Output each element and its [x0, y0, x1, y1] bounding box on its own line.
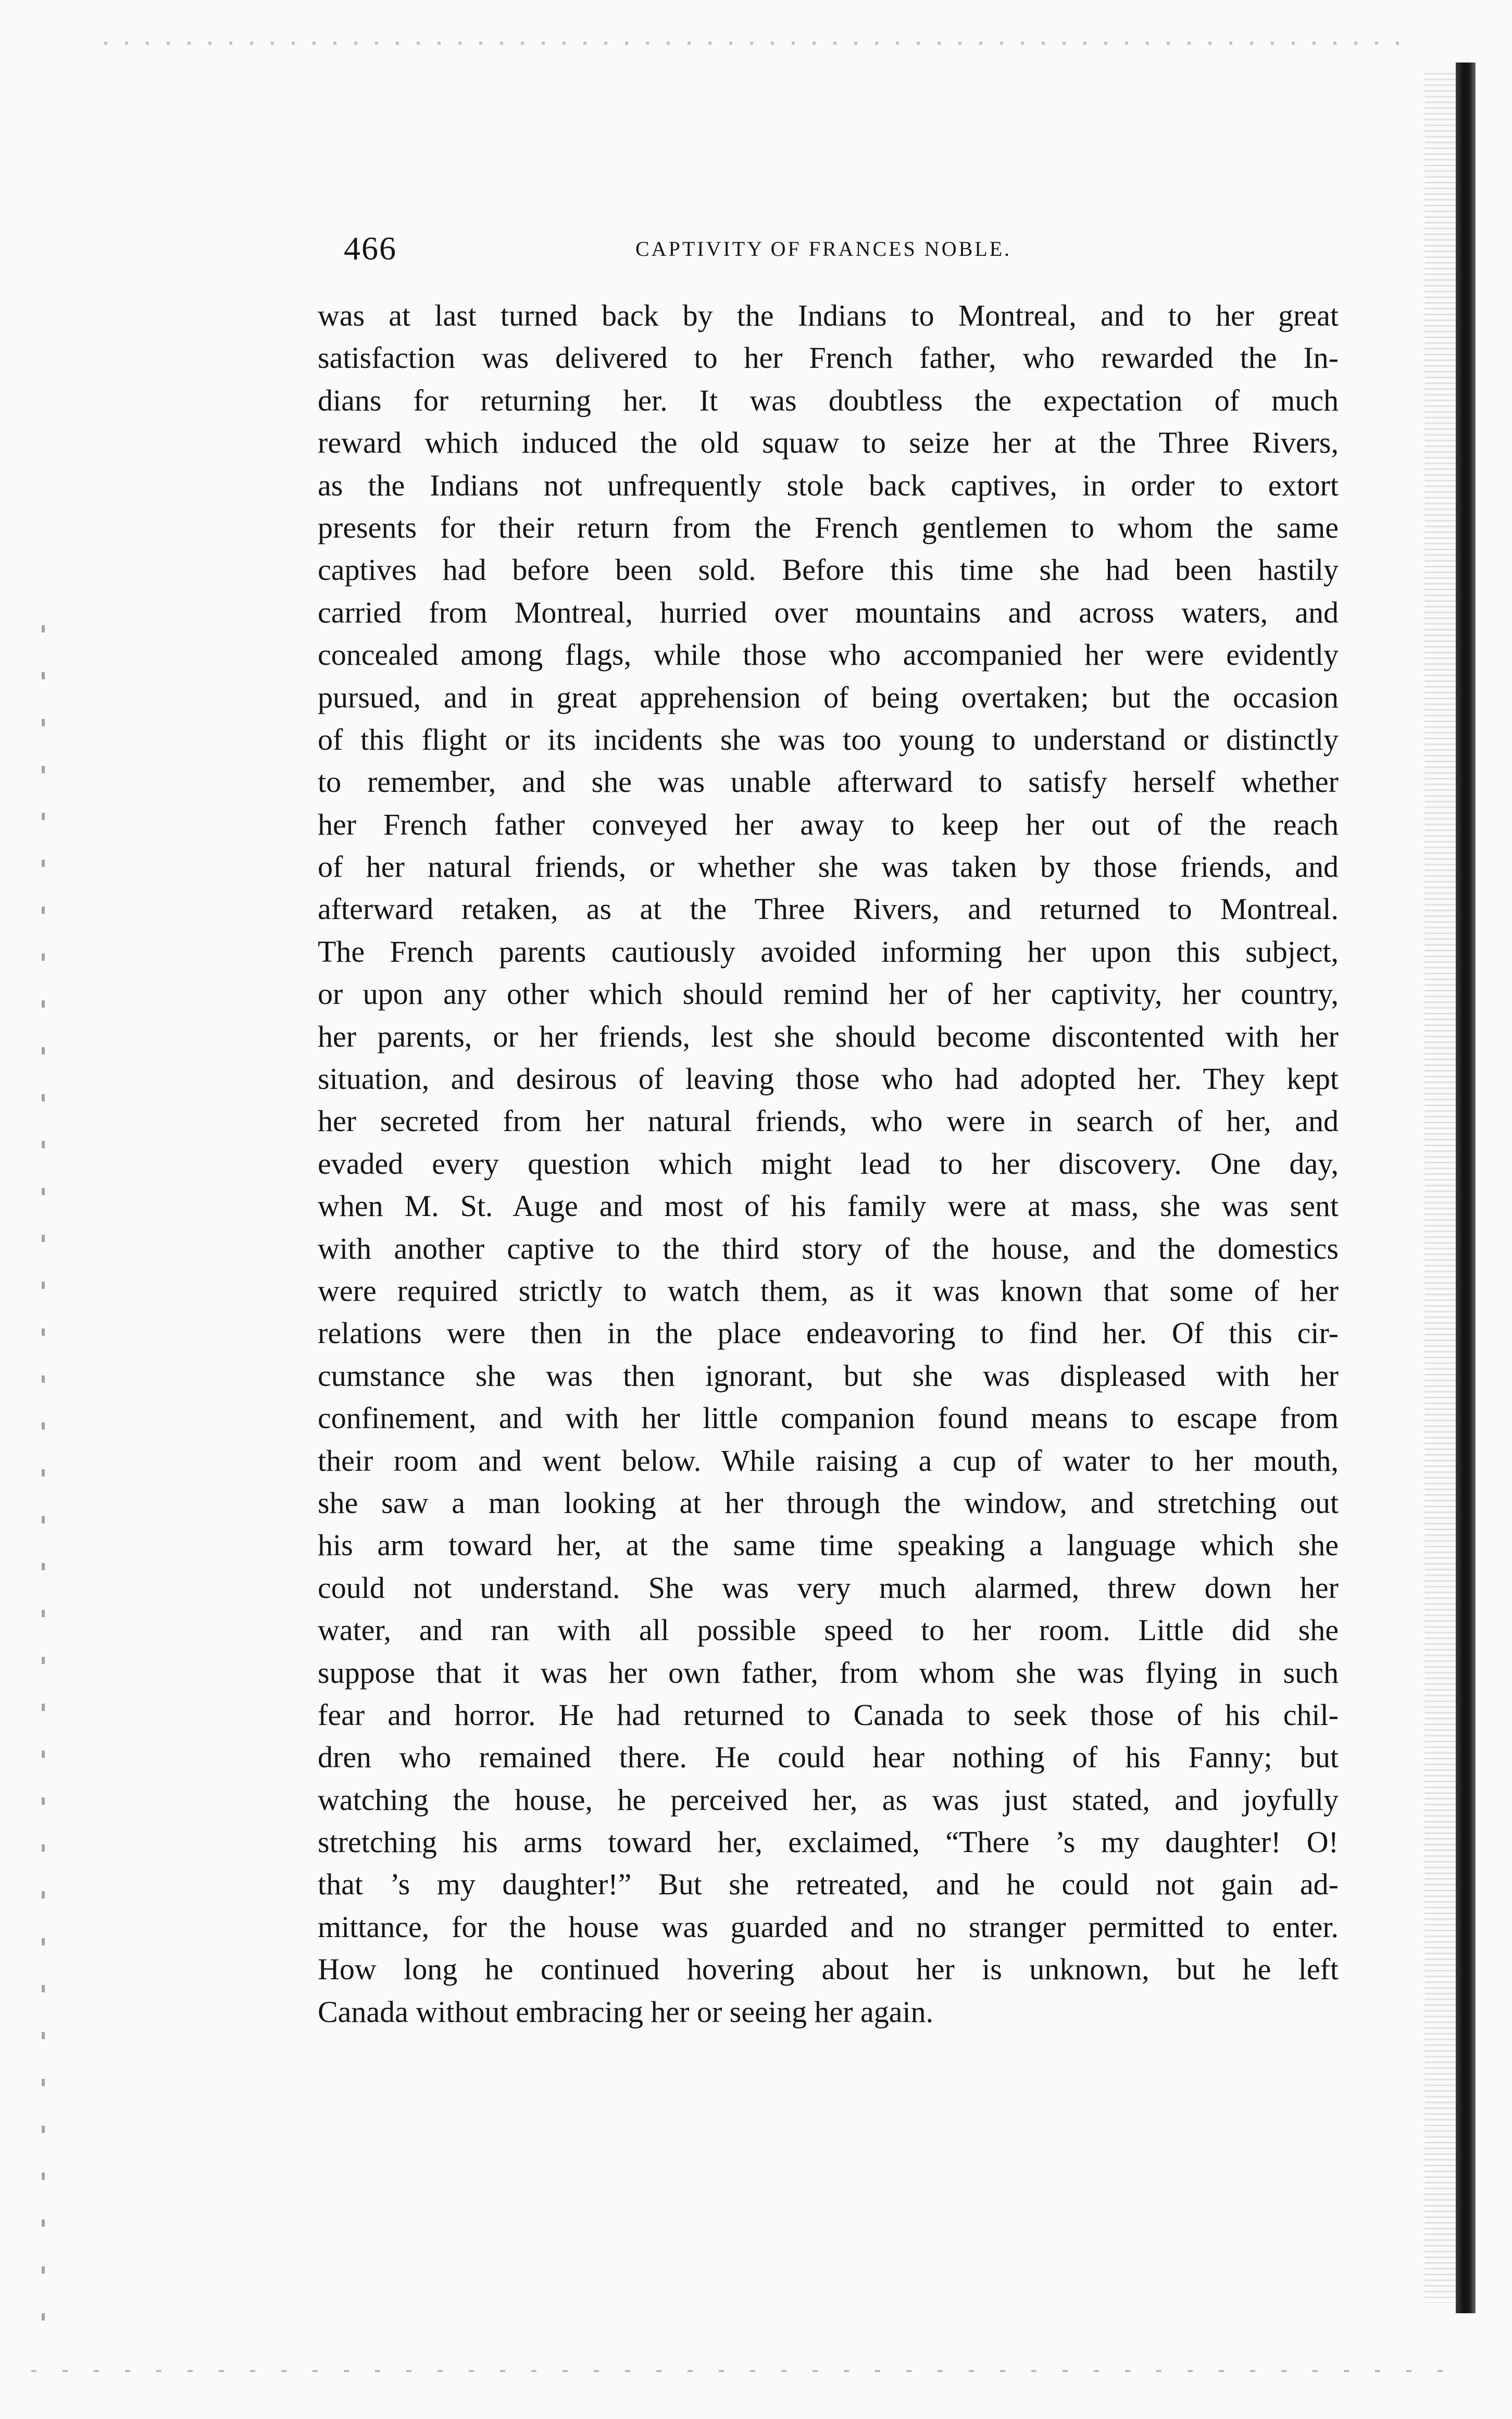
- text-line: were required strictly to watch them, as it was known that some of her: [318, 1273, 1339, 1308]
- text-line: her French father conveyed her away to keep her out of the reach: [318, 807, 1339, 841]
- text-line: evaded every question which might lead to her discovery. One day,: [318, 1146, 1339, 1181]
- text-line: dians for returning her. It was doubtless the expectation of much: [318, 383, 1339, 417]
- text-line: her secreted from her natural friends, who were in search of her, and: [318, 1104, 1339, 1138]
- text-line: their room and went below. While raising a cup of water to her mouth,: [318, 1443, 1339, 1478]
- text-line: with another captive to the third story of the house, and the domestics: [318, 1231, 1339, 1266]
- left-page-edge: [42, 625, 45, 2344]
- text-line: confinement, and with her little companion found means to escape from: [318, 1401, 1339, 1435]
- text-line: his arm toward her, at the same time speaking a language which she: [318, 1528, 1339, 1562]
- text-line: situation, and desirous of leaving those who had adopted her. They kept: [318, 1062, 1339, 1096]
- text-line: afterward retaken, as at the Three Rivers, and returned to Montreal.: [318, 892, 1339, 926]
- text-line-final: Canada without embracing her or seeing her again.: [318, 1994, 934, 2029]
- text-line: cumstance she was then ignorant, but she was displeased with her: [318, 1358, 1339, 1393]
- text-line: when M. St. Auge and most of his family were at mass, she was sent: [318, 1189, 1339, 1223]
- page-number: 466: [344, 230, 397, 267]
- page-header: [344, 229, 1365, 271]
- text-line: as the Indians not unfrequently stole back captives, in order to extort: [318, 468, 1339, 502]
- text-line: carried from Montreal, hurried over mountains and across waters, and: [318, 595, 1339, 629]
- spine-shadow: [1424, 73, 1456, 2303]
- body-text: [318, 294, 1339, 2033]
- text-line: she saw a man looking at her through the window, and stretching out: [318, 1485, 1339, 1520]
- text-line: that ’s my daughter!” But she retreated, and he could not gain ad-: [318, 1867, 1339, 1902]
- text-line: to remember, and she was unable afterward to satisfy herself whether: [318, 765, 1339, 799]
- text-line: relations were then in the place endeavoring to find her. Of this cir-: [318, 1316, 1339, 1350]
- text-line: or upon any other which should remind her of her captivity, her country,: [318, 977, 1339, 1011]
- text-line: The French parents cautiously avoided informing her upon this subject,: [318, 934, 1339, 969]
- text-line: How long he continued hovering about her is unknown, but he left: [318, 1952, 1339, 1987]
- text-line: concealed among flags, while those who accompanied her were evidently: [318, 638, 1339, 672]
- text-line: presents for their return from the French gentlemen to whom the same: [318, 510, 1339, 544]
- text-line: suppose that it was her own father, from whom she was flying in such: [318, 1655, 1339, 1690]
- text-line: dren who remained there. He could hear nothing of his Fanny; but: [318, 1740, 1339, 1775]
- text-line: stretching his arms toward her, exclaimed, “There ’s my daughter! O!: [318, 1825, 1339, 1859]
- text-line: mittance, for the house was guarded and no stranger permitted to enter.: [318, 1909, 1339, 1944]
- text-line: could not understand. She was very much alarmed, threw down her: [318, 1570, 1339, 1605]
- text-line: satisfaction was delivered to her French father, who rewarded the In-: [318, 341, 1339, 375]
- book-spine-edge: [1456, 63, 1476, 2313]
- bottom-edge-specks: [31, 2370, 1464, 2372]
- text-line: of this flight or its incidents she was too young to understand or distinctly: [318, 722, 1339, 756]
- text-line: water, and ran with all possible speed to her room. Little did she: [318, 1613, 1339, 1647]
- text-line: was at last turned back by the Indians to Montreal, and to her great: [318, 299, 1339, 332]
- text-line: of her natural friends, or whether she was taken by those friends, and: [318, 850, 1339, 884]
- text-line: watching the house, he perceived her, as was just stated, and joyfully: [318, 1782, 1339, 1817]
- text-line: reward which induced the old squaw to seize her at the Three Rivers,: [318, 426, 1339, 460]
- top-edge-specks: [104, 42, 1406, 45]
- text-line: captives had before been sold. Before this time she had been hastily: [318, 553, 1339, 587]
- text-line: fear and horror. He had returned to Canada to seek those of his chil-: [318, 1697, 1339, 1732]
- running-title: CAPTIVITY OF FRANCES NOBLE.: [635, 237, 1012, 260]
- text-line: her parents, or her friends, lest she should become discontented with her: [318, 1019, 1339, 1053]
- text-line: pursued, and in great apprehension of being overtaken; but the occasion: [318, 680, 1339, 714]
